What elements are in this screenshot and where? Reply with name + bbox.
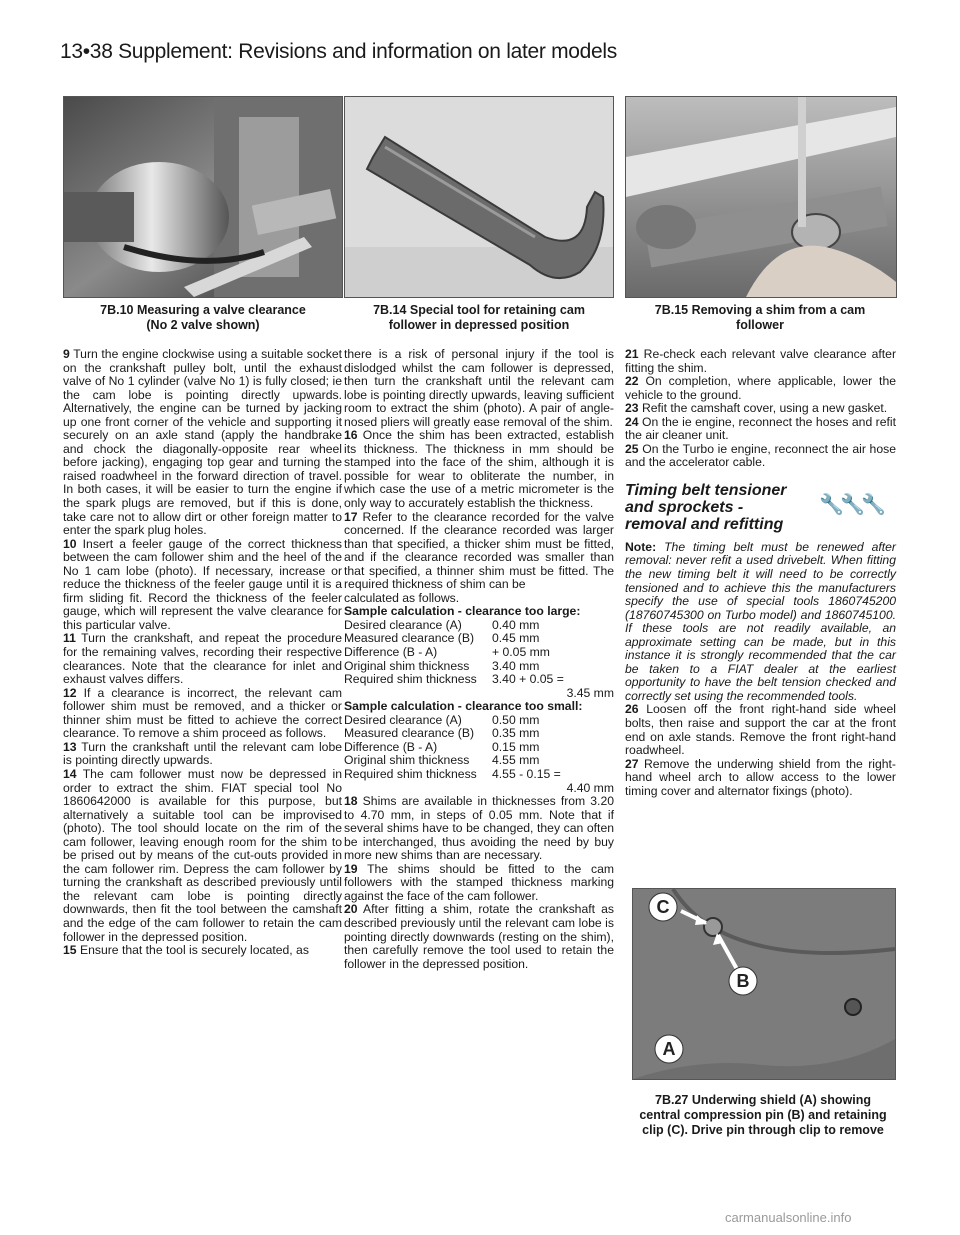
caption-7b27-line3: clip (C). Drive pin through clip to remove bbox=[642, 1123, 884, 1137]
calc-label: Measured clearance (B) bbox=[344, 726, 475, 741]
calc-label: Difference (B - A) bbox=[344, 739, 438, 754]
text-column-3 bbox=[625, 348, 896, 798]
paragraph-number: 18 bbox=[344, 794, 358, 809]
calc-result: 3.45 mm bbox=[566, 685, 614, 700]
paragraph-number: 9 bbox=[63, 347, 70, 361]
paragraph-19 bbox=[344, 863, 614, 904]
callout-c: C bbox=[656, 897, 670, 917]
paragraph-14 bbox=[63, 768, 342, 944]
paragraph-number: 16 bbox=[344, 428, 358, 443]
section-heading-line2: and sprockets - bbox=[625, 498, 744, 516]
note-text: The timing belt must be renewed after removal: never refit a used drivebelt. When fitting the new timing belt it will need to be correctly tensioned and to achieve this the manufacturers specify the use of special tools 1860745200 (18760745300 on Turbo model) and 1860745100. If these tools are not readily available, an approximate setting can be made, but in this instance it is strongly recommended that the car be taken to a FIAT dealer at the earliest opportunity to have the belt tension checked and correctly set using the recommended tools. bbox=[625, 539, 896, 703]
paragraph-text: Insert a feeler gauge of the correct thickness between the cam follower shim and the heel of the No 1 cam lobe (photo). If necessary, increase or reduce the thickness of the feeler gauge until it is a firm sliding fit. Record the thickness of the feeler gauge, which will represent the valve clearance for this particular valve. bbox=[63, 536, 343, 632]
paragraph-text: Refit the camshaft cover, using a new gasket. bbox=[641, 401, 888, 416]
paragraph-22 bbox=[625, 375, 896, 402]
paragraph-number: 22 bbox=[625, 374, 639, 389]
calc-value: 0.15 mm bbox=[492, 739, 540, 754]
paragraph-18 bbox=[344, 795, 614, 863]
text-column-1 bbox=[63, 348, 342, 958]
paragraph-26 bbox=[625, 703, 896, 757]
difficulty-spanner-icon: 🔧🔧🔧 bbox=[819, 493, 882, 516]
calc-row bbox=[344, 646, 614, 660]
calc-table-large bbox=[344, 605, 614, 700]
photo-underwing-shield bbox=[632, 888, 896, 1080]
paragraph-text: Turn the crankshaft, and repeat the procedure for the remaining valves, recording their respective clearances. Note that the clearance for inlet and exhaust valves differs. bbox=[63, 631, 342, 687]
caption-7b27-line1: 7B.27 Underwing shield (A) showing bbox=[655, 1093, 871, 1107]
paragraph-number: 26 bbox=[625, 702, 639, 717]
calc-row bbox=[344, 673, 614, 687]
calc-table-small bbox=[344, 700, 614, 795]
paragraph-text: The shims should be fitted to the cam followers with the stamped thickness marking against the face of the cam follower. bbox=[344, 861, 614, 903]
calc-label: Required shim thickness bbox=[344, 766, 477, 781]
paragraph-20 bbox=[344, 903, 614, 971]
calc-value: 0.35 mm bbox=[492, 726, 540, 741]
paragraph-21 bbox=[625, 348, 896, 375]
calc-heading: Sample calculation - clearance too small: bbox=[344, 699, 583, 714]
caption-7b14-line2: follower in depressed position bbox=[388, 318, 570, 332]
caption-7b15-line2: follower bbox=[736, 318, 784, 332]
caption-7b27-line2: central compression pin (B) and retaining bbox=[639, 1108, 887, 1122]
calc-label: Original shim thickness bbox=[344, 658, 470, 673]
calc-value: + 0.05 mm bbox=[492, 645, 550, 660]
calc-value: 4.55 mm bbox=[492, 753, 540, 768]
photo-valve-clearance-image bbox=[64, 97, 342, 297]
note-label: Note: bbox=[625, 539, 657, 554]
calc-row bbox=[344, 768, 614, 782]
paragraph-text: On the Turbo ie engine, reconnect the air hose and the accelerator cable. bbox=[625, 441, 896, 470]
caption-7b10 bbox=[63, 303, 343, 333]
calc-label: Desired clearance (A) bbox=[344, 617, 462, 632]
photo-underwing-shield-image bbox=[633, 889, 895, 1079]
paragraph-24 bbox=[625, 416, 896, 443]
paragraph-15 bbox=[63, 944, 342, 958]
paragraph-13 bbox=[63, 741, 342, 768]
calc-result: 4.40 mm bbox=[566, 780, 614, 795]
calc-value: 3.40 + 0.05 = bbox=[492, 672, 564, 687]
photo-special-tool-image bbox=[345, 97, 613, 297]
paragraph-25 bbox=[625, 443, 896, 470]
paragraph-text: The cam follower must now be depressed in order to extract the shim. FIAT special tool No 1860642000 is available for this purpose, but alternatively a suitable tool can be improvised (photo). The tool should locate on the rim of the cam follower, leaving enough room for the shim to be prised out by means of the cut-outs provided in the cam follower rim. Depress the cam follower by turning the crankshaft as described previously until the relevant cam lobe is pointing directly downwards, then fit the tool between the camshaft and the edge of the cam follower to retain the cam follower in the depressed position. bbox=[63, 766, 343, 944]
caption-7b27 bbox=[628, 1093, 898, 1138]
section-heading bbox=[625, 482, 896, 533]
caption-7b14-line1: 7B.14 Special tool for retaining cam bbox=[373, 303, 585, 317]
paragraph-number: 25 bbox=[625, 441, 639, 456]
paragraph-number: 24 bbox=[625, 414, 639, 429]
note-paragraph bbox=[625, 541, 896, 704]
paragraph-text: If a clearance is incorrect, the relevant cam follower shim must be removed, and a thicker or thinner shim must be fitted to achieve the correct clearance. To remove a shim proceed as follows. bbox=[63, 685, 343, 741]
calc-value: 0.50 mm bbox=[492, 712, 540, 727]
paragraph-text: Remove the underwing shield from the right-hand wheel arch to allow access to the lower timing cover and alternator fixings (photo). bbox=[625, 756, 896, 798]
paragraph-11 bbox=[63, 632, 342, 686]
paragraph-number: 27 bbox=[625, 756, 639, 771]
photo-removing-shim-image bbox=[626, 97, 896, 297]
paragraph-number: 20 bbox=[344, 902, 358, 917]
calc-label: Desired clearance (A) bbox=[344, 712, 462, 727]
footer-watermark: carmanualsonline.info bbox=[725, 1210, 852, 1225]
calc-row bbox=[344, 632, 614, 646]
section-heading-line3: removal and refitting bbox=[625, 515, 784, 533]
section-heading-line1: Timing belt tensioner bbox=[625, 481, 787, 499]
photo-removing-shim bbox=[625, 96, 897, 298]
paragraph-text: Once the shim has been extracted, establish its thickness. The thickness in mm should be stamped into the face of the shim, although it is possible for wear to obliterate the number, in which case the use of a metric micrometer is the only way to accurately establish the thickness. bbox=[344, 428, 614, 511]
calc-label: Original shim thickness bbox=[344, 753, 470, 768]
paragraph-text: Ensure that the tool is securely located, as bbox=[79, 943, 309, 958]
paragraph-text: Turn the engine clockwise using a suitable socket on the crankshaft pulley bolt, until the exhaust valve of No 1 cylinder (valve No 1) is fully closed; ie the cam lobe is pointing directly upwards. Alternatively, the engine can be turned by jacking up one front corner of the vehicle and supporting it securely on an axle stand (apply the handbrake and chock the diagonally-opposite rear wheel before jacking), engaging top gear and turning the raised roadwheel in the forward direction of travel. In both cases, it will be easier to turn the engine if the spark plugs are removed, but if this is done, take care not to allow dirt or other foreign matter to enter the spark plug holes. bbox=[63, 347, 342, 538]
photo-special-tool bbox=[344, 96, 614, 298]
text-column-2 bbox=[344, 348, 614, 971]
paragraph-17 bbox=[344, 511, 614, 592]
photo-valve-clearance bbox=[63, 96, 343, 298]
paragraph-text: Loosen off the front right-hand side wheel bolts, then raise and support the car at the front end on axle stands. Remove the front right-hand roadwheel. bbox=[625, 702, 896, 758]
callout-a: A bbox=[662, 1039, 676, 1059]
caption-7b10-line2: (No 2 valve shown) bbox=[146, 318, 260, 332]
paragraph-number: 15 bbox=[63, 943, 77, 958]
calc-row bbox=[344, 741, 614, 755]
paragraph-number: 11 bbox=[63, 631, 76, 646]
callout-b: B bbox=[736, 971, 750, 991]
paragraph-number: 10 bbox=[63, 536, 77, 551]
caption-7b15 bbox=[625, 303, 895, 333]
paragraph-text: Shims are available in thicknesses from 3.20 to 4.70 mm, in steps of 0.05 mm. Note that if several shims have to be changed, they can often be interchanged, thus avoiding the need by buy more new shims than are necessary. bbox=[344, 794, 615, 863]
calc-value: 3.40 mm bbox=[492, 658, 540, 673]
calc-heading: Sample calculation - clearance too large: bbox=[344, 604, 581, 619]
paragraph-text: After fitting a shim, rotate the crankshaft as described previously until the relevant cam lobe is pointing directly downwards (resting on the shim), then carefully remove the tool used to retain the follower in the depressed position. bbox=[344, 902, 615, 971]
calc-row bbox=[344, 714, 614, 728]
calc-value: 0.40 mm bbox=[492, 617, 540, 632]
calc-row bbox=[344, 754, 614, 768]
paragraph-16 bbox=[344, 429, 614, 510]
paragraph-text: On the ie engine, reconnect the hoses and refit the air cleaner unit. bbox=[625, 414, 896, 443]
page-header: 13•38 Supplement: Revisions and information on later models bbox=[60, 40, 617, 63]
paragraph-number: 23 bbox=[625, 401, 639, 416]
calc-row bbox=[344, 660, 614, 674]
calc-label: Difference (B - A) bbox=[344, 645, 438, 660]
paragraph-number: 21 bbox=[625, 347, 639, 361]
paragraph-27 bbox=[625, 758, 896, 799]
paragraph-12 bbox=[63, 687, 342, 741]
calc-label: Measured clearance (B) bbox=[344, 631, 475, 646]
paragraph-number: 17 bbox=[344, 509, 358, 524]
caption-7b15-line1: 7B.15 Removing a shim from a cam bbox=[654, 303, 866, 317]
paragraph-text: Turn the crankshaft until the relevant cam lobe is pointing directly upwards. bbox=[63, 739, 343, 768]
paragraph-9 bbox=[63, 348, 342, 538]
paragraph-23 bbox=[625, 402, 896, 416]
caption-7b10-line1: 7B.10 Measuring a valve clearance bbox=[100, 303, 306, 317]
paragraph-text: On completion, where applicable, lower the vehicle to the ground. bbox=[625, 374, 896, 402]
paragraph-number: 12 bbox=[63, 685, 77, 700]
paragraph-number: 14 bbox=[63, 766, 77, 781]
paragraph-text: Re-check each relevant valve clearance after fitting the shim. bbox=[625, 347, 897, 375]
calc-intro: calculated as follows. bbox=[344, 590, 460, 605]
calc-value: 4.55 - 0.15 = bbox=[492, 766, 561, 781]
calc-value: 0.45 mm bbox=[492, 631, 540, 646]
calc-row bbox=[344, 619, 614, 633]
paragraph-text: Refer to the clearance recorded for the valve concerned. If the clearance recorded was larger than that specified, a thicker shim must be fitted, and if the clearance recorded was smaller than that specified, a thinner shim must be fitted. The required thickness of shim can be bbox=[344, 509, 614, 592]
calc-label: Required shim thickness bbox=[344, 672, 477, 687]
caption-7b14 bbox=[344, 303, 614, 333]
paragraph-10 bbox=[63, 538, 342, 633]
paragraph-15-cont: there is a risk of personal injury if the tool is dislodged whilst the cam follower is depressed, then turn the crankshaft until the relevant cam lobe is pointing directly upwards, leaving sufficient room to extract the shim (photo). A pair of angle-nosed pliers will greatly ease removal of the shim. bbox=[344, 347, 614, 429]
calc-row bbox=[344, 727, 614, 741]
paragraph-number: 13 bbox=[63, 739, 77, 754]
paragraph-number: 19 bbox=[344, 861, 358, 876]
